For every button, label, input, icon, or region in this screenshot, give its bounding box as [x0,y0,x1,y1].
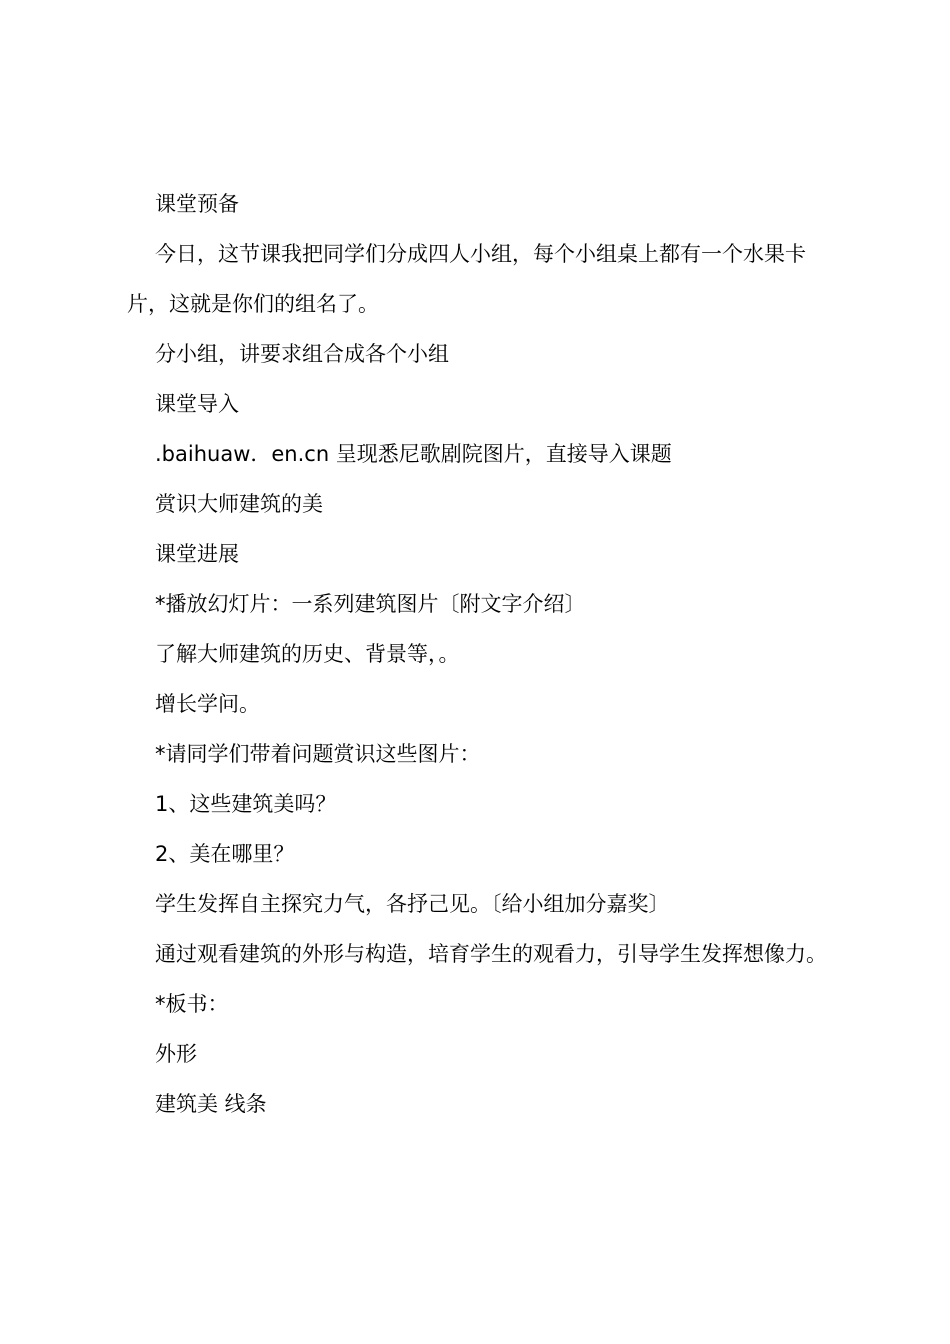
paragraph: 今日，这节课我把同学们分成四人小组，每个小组桌上都有一个水果卡片，这就是你们的组名了。 [127,242,806,316]
paragraph: *请同学们带着问题赏识这些图片： [155,742,481,766]
document-body [127,179,837,1129]
paragraph: 了解大师建筑的历史、背景等，。 [155,642,460,666]
paragraph: 建筑美 线条 [155,1092,267,1116]
paragraph: 分小组，讲要求组合成各个小组 [155,342,449,366]
paragraph: 课堂进展 [155,542,239,566]
paragraph: 课堂预备 [155,192,239,216]
paragraph: 课堂导入 [155,392,239,416]
paragraph: 增长学问。 [155,692,260,716]
paragraph: .baihuaw．en.cn 呈现悉尼歌剧院图片，直接导入课题 [155,442,672,466]
paragraph: 通过观看建筑的外形与构造，培育学生的观看力，引导学生发挥想像力。 [155,942,827,966]
paragraph: *板书： [155,992,229,1016]
paragraph: 学生发挥自主探究力气，各抒己见。〔给小组加分嘉奖〕 [155,892,670,916]
paragraph: *播放幻灯片：一系列建筑图片〔附文字介绍〕 [155,592,586,616]
paragraph: 1、这些建筑美吗？ [155,792,337,816]
paragraph: 外形 [155,1042,197,1066]
paragraph: 2、美在哪里？ [155,842,295,866]
paragraph: 赏识大师建筑的美 [155,492,323,516]
